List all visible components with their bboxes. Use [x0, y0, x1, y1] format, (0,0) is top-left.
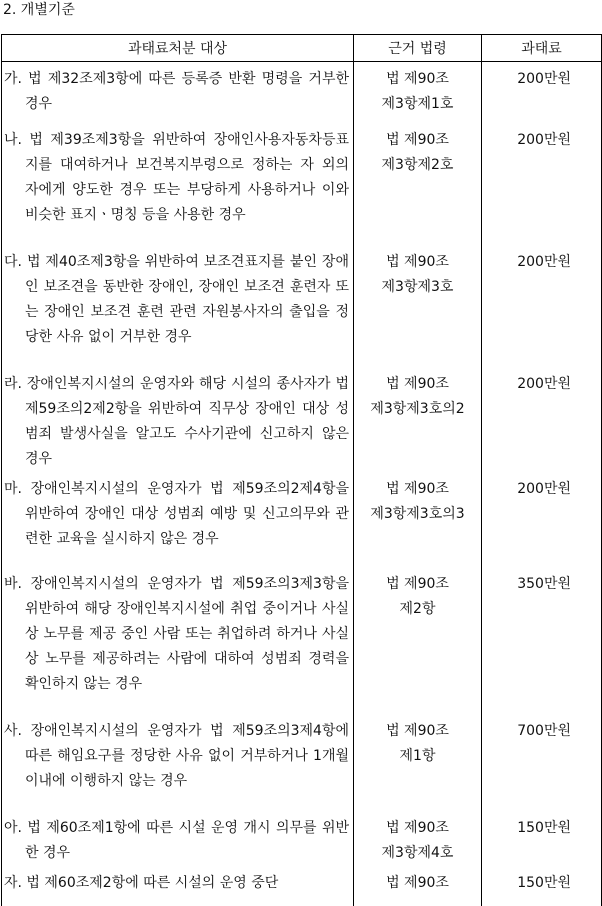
violation-text: 마. 장애인복지시설의 운영자가 법 제59조의2제4항을 위반하여 장애인 대상 성범죄 예방 및 신고의무와 관련한 교육을 실시하지 않은 경우: [4, 480, 349, 547]
law-text: 법 제90조 제3항제3호: [381, 253, 454, 295]
table-row: [2, 472, 602, 567]
table-row: [2, 714, 602, 811]
violation-text: 사. 장애인복지시설의 운영자가 법 제59조의3제4항에 따른 해임요구를 정당한 사유 없이 거부하거나 1개월 이내에 이행하지 않는 경우: [4, 722, 349, 789]
table-header-row: [2, 35, 602, 62]
law-text: 법 제90조: [386, 874, 449, 891]
violation-cell: [2, 866, 354, 906]
law-cell: [354, 472, 482, 567]
fine-cell: [482, 62, 602, 123]
law-text: 법 제90조 제1항: [386, 722, 449, 764]
law-cell: [354, 866, 482, 906]
law-cell: [354, 714, 482, 811]
header-fine: 과태료: [482, 35, 602, 62]
violation-text: 자. 법 제60조제2항에 따른 시설의 운영 중단: [4, 874, 279, 891]
violation-text: 아. 법 제60조제1항에 따른 시설 운영 개시 의무를 위반한 경우: [4, 819, 349, 861]
fine-amount: 200만원: [517, 253, 571, 270]
fine-cell: [482, 472, 602, 567]
violation-cell: [2, 62, 354, 123]
section-title: 2. 개별기준: [3, 2, 75, 18]
table-row: [2, 811, 602, 866]
fine-amount: 200만원: [517, 131, 571, 148]
violation-cell: [2, 367, 354, 472]
fine-cell: [482, 714, 602, 811]
table-row: [2, 245, 602, 367]
law-cell: [354, 367, 482, 472]
table-row: [2, 123, 602, 245]
fine-amount: 150만원: [517, 874, 571, 891]
violation-cell: [2, 714, 354, 811]
violation-text: 라. 장애인복지시설의 운영자와 해당 시설의 종사자가 법 제59조의2제2항을 위반하여 직무상 장애인 대상 성범죄 발생사실을 알고도 수사기관에 신고하지 않은 경우: [4, 375, 349, 467]
violation-cell: [2, 123, 354, 245]
law-cell: [354, 245, 482, 367]
header-law: 근거 법령: [354, 35, 482, 62]
fine-cell: [482, 245, 602, 367]
law-text: 법 제90조 제3항제3호의3: [370, 480, 465, 522]
law-text: 법 제90조 제3항제2호: [381, 131, 454, 173]
fine-cell: [482, 123, 602, 245]
fine-amount: 200만원: [517, 480, 571, 497]
fine-amount: 700만원: [517, 722, 571, 739]
fine-amount: 200만원: [517, 375, 571, 392]
law-text: 법 제90조 제3항제1호: [381, 71, 454, 112]
fine-cell: [482, 811, 602, 866]
law-cell: [354, 811, 482, 866]
violation-text: 바. 장애인복지시설의 운영자가 법 제59조의3제3항을 위반하여 해당 장애인복지시설에 취업 중이거나 사실상 노무를 제공 중인 사람 또는 취업하려 하거나 사실상 노무를 제공하려는 사람에 대하여 성범죄 경력을 확인하지 않는 경우: [4, 575, 349, 692]
violation-text: 나. 법 제39조제3항을 위반하여 장애인사용자동차등표지를 대여하거나 보건복지부령으로 정하는 자 외의 자에게 양도한 경우 또는 부당하게 사용하거나 이와 비슷한 표지ㆍ명칭 등을 사용한 경우: [4, 131, 349, 223]
law-cell: [354, 567, 482, 714]
fine-amount: 200만원: [517, 71, 571, 87]
violation-cell: [2, 811, 354, 866]
law-cell: [354, 123, 482, 245]
violation-text: 가. 법 제32조제3항에 따른 등록증 반환 명령을 거부한 경우: [4, 71, 349, 112]
violation-text: 다. 법 제40조제3항을 위반하여 보조견표지를 붙인 장애인 보조견을 동반한 장애인, 장애인 보조견 훈련자 또는 장애인 보조견 훈련 관련 자원봉사자의 출입을 정당한 사유 없이 거부한 경우: [4, 253, 349, 345]
violation-cell: [2, 245, 354, 367]
fine-amount: 150만원: [517, 819, 571, 836]
law-text: 법 제90조 제3항제3호의2: [370, 375, 465, 417]
violation-cell: [2, 567, 354, 714]
law-text: 법 제90조 제2항: [386, 575, 449, 617]
header-violation: 과태료처분 대상: [2, 35, 354, 62]
fine-amount: 350만원: [517, 575, 571, 592]
violation-cell: [2, 472, 354, 567]
fine-cell: [482, 866, 602, 906]
fine-cell: [482, 567, 602, 714]
table-row: [2, 866, 602, 906]
fine-table: [1, 34, 602, 906]
table-row: [2, 567, 602, 714]
law-text: 법 제90조 제3항제4호: [381, 819, 454, 861]
table-row: [2, 62, 602, 123]
table-row: [2, 367, 602, 472]
law-cell: [354, 62, 482, 123]
fine-cell: [482, 367, 602, 472]
